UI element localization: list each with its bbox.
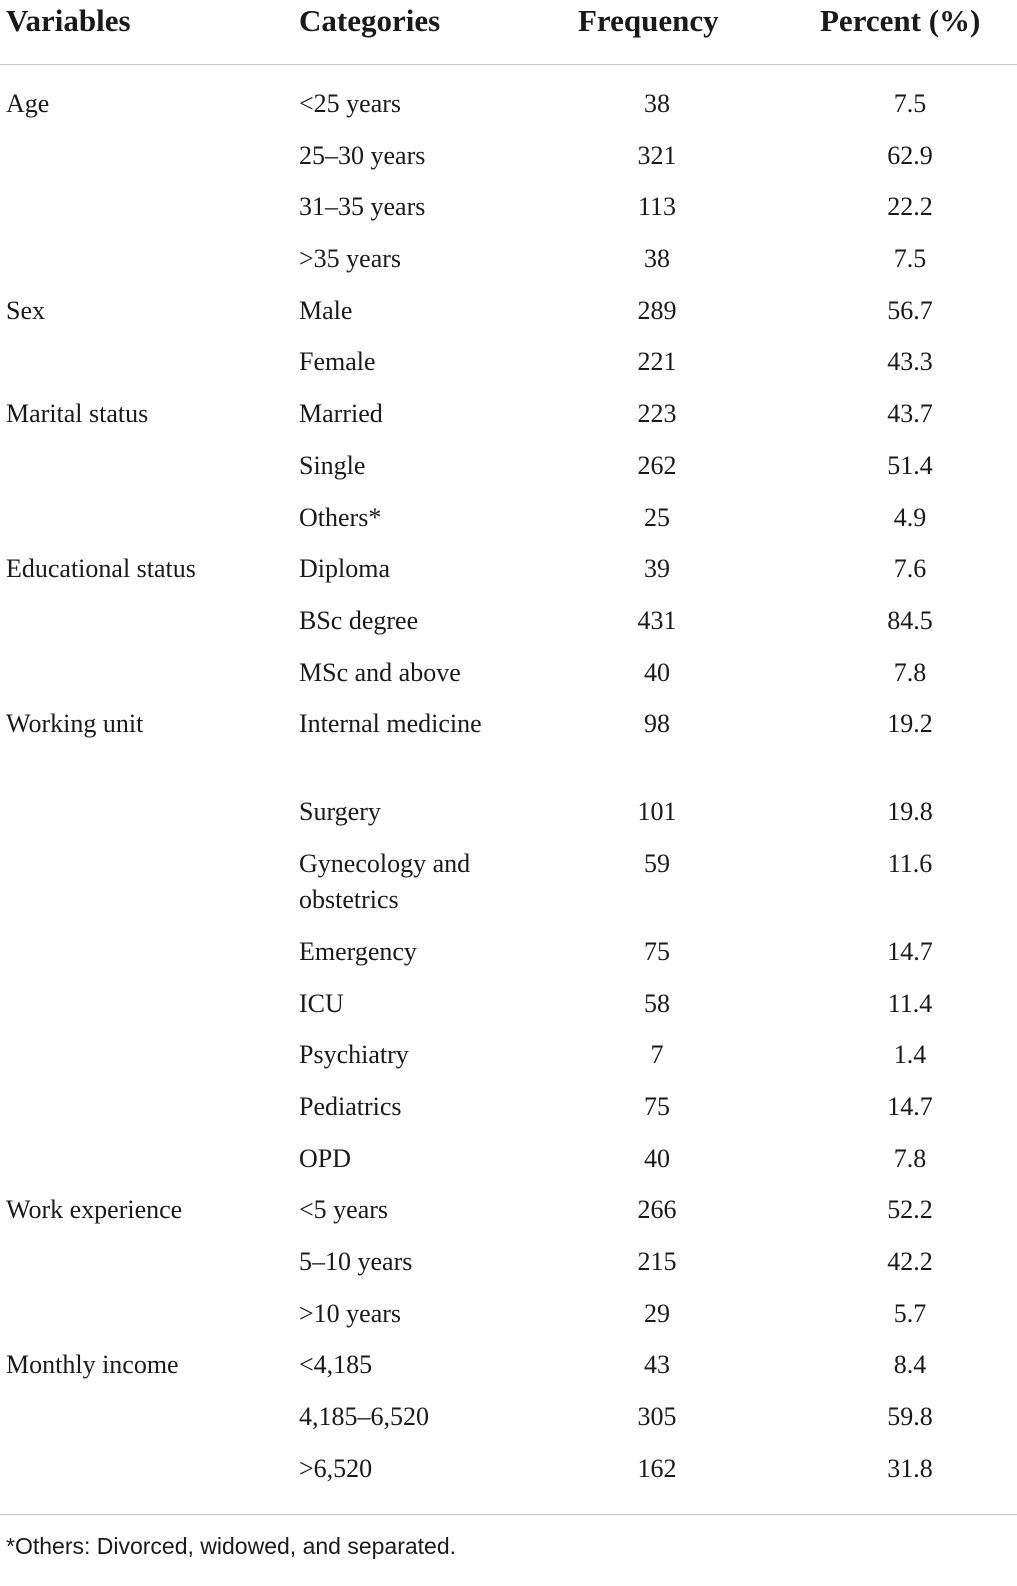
frequency-cell: 59 bbox=[644, 848, 670, 878]
table-row bbox=[0, 134, 1017, 186]
table-header bbox=[0, 0, 1017, 65]
table-row bbox=[0, 547, 1017, 599]
frequency-cell: 39 bbox=[644, 554, 670, 584]
category-cell: 31–35 years bbox=[299, 192, 426, 222]
category-cell: <5 years bbox=[299, 1195, 389, 1225]
frequency-cell: 40 bbox=[644, 657, 670, 687]
category-cell: 5–10 years bbox=[299, 1247, 413, 1277]
category-cell: Emergency bbox=[299, 936, 417, 966]
percent-cell: 19.2 bbox=[887, 709, 933, 739]
frequency-cell: 58 bbox=[644, 988, 670, 1018]
percent-cell: 7.8 bbox=[893, 657, 927, 687]
percent-cell: 42.2 bbox=[887, 1247, 933, 1277]
percent-cell: 11.6 bbox=[887, 848, 933, 878]
category-cell: Gynecology and obstetrics bbox=[299, 848, 471, 914]
category-cell: 4,185–6,520 bbox=[299, 1402, 429, 1432]
category-cell: 25–30 years bbox=[299, 140, 426, 170]
frequency-cell: 266 bbox=[637, 1195, 677, 1225]
percent-cell: 51.4 bbox=[887, 450, 933, 480]
percent-cell: 1.4 bbox=[893, 1040, 927, 1070]
table-body bbox=[0, 82, 1017, 1499]
percent-cell: 5.7 bbox=[893, 1298, 927, 1328]
category-cell: OPD bbox=[299, 1143, 352, 1173]
header-categories: Categories bbox=[299, 3, 441, 38]
table-row bbox=[0, 1240, 1017, 1292]
category-cell: Pediatrics bbox=[299, 1092, 402, 1121]
table-row bbox=[0, 1188, 1017, 1240]
category-cell: Others* bbox=[299, 502, 382, 532]
frequency-cell: 25 bbox=[644, 502, 670, 532]
percent-cell: 31.8 bbox=[887, 1453, 933, 1483]
percent-cell: 7.8 bbox=[893, 1143, 927, 1173]
category-cell: <25 years bbox=[299, 89, 402, 118]
table-row bbox=[0, 444, 1017, 496]
table-row bbox=[0, 392, 1017, 444]
table-row bbox=[0, 1085, 1017, 1137]
table-bottom-rule bbox=[0, 1514, 1017, 1515]
category-cell: BSc degree bbox=[299, 605, 419, 635]
percent-cell: 43.3 bbox=[887, 347, 933, 377]
table-row bbox=[0, 599, 1017, 651]
frequency-cell: 223 bbox=[637, 399, 677, 429]
table-row bbox=[0, 185, 1017, 237]
category-cell: Male bbox=[299, 295, 353, 325]
frequency-cell: 113 bbox=[637, 192, 677, 222]
frequency-cell: 7 bbox=[650, 1040, 664, 1070]
category-cell: ICU bbox=[299, 988, 344, 1018]
header-variables: Variables bbox=[6, 3, 131, 38]
percent-cell: 11.4 bbox=[887, 988, 933, 1018]
percent-cell: 19.8 bbox=[887, 797, 933, 827]
table-footnote: *Others: Divorced, widowed, and separated. bbox=[6, 1533, 457, 1559]
table-row bbox=[0, 842, 1017, 930]
category-cell: <4,185 bbox=[299, 1350, 373, 1380]
frequency-cell: 40 bbox=[644, 1143, 670, 1173]
category-cell: MSc and above bbox=[299, 657, 461, 687]
variable-cell: Monthly income bbox=[6, 1350, 179, 1380]
category-cell: Married bbox=[299, 399, 383, 429]
percent-cell: 62.9 bbox=[887, 140, 933, 170]
frequency-cell: 262 bbox=[637, 450, 677, 480]
frequency-cell: 29 bbox=[644, 1298, 670, 1328]
table-row bbox=[0, 702, 1017, 790]
frequency-cell: 215 bbox=[637, 1247, 677, 1277]
table-row bbox=[0, 82, 1017, 134]
category-cell: Internal medicine bbox=[299, 709, 482, 739]
table-row bbox=[0, 289, 1017, 341]
frequency-cell: 98 bbox=[644, 709, 670, 739]
frequency-cell: 43 bbox=[644, 1350, 670, 1380]
percent-cell: 7.5 bbox=[893, 244, 927, 274]
category-cell: >6,520 bbox=[299, 1453, 373, 1483]
percent-cell: 43.7 bbox=[887, 399, 933, 429]
category-cell: Single bbox=[299, 450, 366, 480]
frequency-cell: 321 bbox=[637, 140, 677, 170]
percent-cell: 4.9 bbox=[893, 502, 927, 532]
variable-cell: Sex bbox=[6, 295, 45, 325]
table-row bbox=[0, 1292, 1017, 1344]
table-row bbox=[0, 340, 1017, 392]
table-row bbox=[0, 651, 1017, 703]
percent-cell: 14.7 bbox=[887, 1092, 933, 1121]
table-row bbox=[0, 496, 1017, 548]
variable-cell: Working unit bbox=[6, 709, 144, 739]
frequency-cell: 431 bbox=[637, 605, 677, 635]
header-percent: Percent (%) bbox=[820, 3, 981, 38]
frequency-cell: 305 bbox=[637, 1402, 677, 1432]
table-row bbox=[0, 1343, 1017, 1395]
category-cell: Surgery bbox=[299, 797, 381, 827]
percent-cell: 56.7 bbox=[887, 295, 933, 325]
frequency-cell: 162 bbox=[637, 1453, 677, 1483]
header-frequency: Frequency bbox=[578, 3, 719, 38]
frequency-cell: 75 bbox=[644, 936, 670, 966]
variable-cell: Age bbox=[6, 89, 50, 118]
table-row bbox=[0, 237, 1017, 289]
frequency-cell: 38 bbox=[644, 244, 670, 274]
percent-cell: 59.8 bbox=[887, 1402, 933, 1432]
table-row bbox=[0, 930, 1017, 982]
percent-cell: 22.2 bbox=[887, 192, 933, 222]
category-cell: >10 years bbox=[299, 1298, 402, 1328]
frequency-cell: 75 bbox=[644, 1092, 670, 1121]
percent-cell: 52.2 bbox=[887, 1195, 933, 1225]
table-row bbox=[0, 1447, 1017, 1499]
percent-cell: 7.6 bbox=[893, 554, 927, 584]
table-row bbox=[0, 1033, 1017, 1085]
variable-cell: Marital status bbox=[6, 399, 149, 429]
frequency-cell: 38 bbox=[644, 89, 670, 118]
percent-cell: 84.5 bbox=[887, 605, 933, 635]
table-row bbox=[0, 790, 1017, 842]
percent-cell: 7.5 bbox=[893, 89, 927, 118]
frequency-cell: 221 bbox=[637, 347, 677, 377]
table-row bbox=[0, 982, 1017, 1034]
frequency-cell: 289 bbox=[637, 295, 677, 325]
variable-cell: Work experience bbox=[6, 1195, 183, 1225]
table-row bbox=[0, 1395, 1017, 1447]
percent-cell: 8.4 bbox=[893, 1350, 927, 1380]
variable-cell: Educational status bbox=[6, 554, 196, 584]
table-row bbox=[0, 1137, 1017, 1189]
category-cell: Female bbox=[299, 347, 376, 377]
percent-cell: 14.7 bbox=[887, 936, 933, 966]
category-cell: Diploma bbox=[299, 554, 390, 584]
category-cell: >35 years bbox=[299, 244, 402, 274]
category-cell: Psychiatry bbox=[299, 1040, 409, 1070]
frequency-cell: 101 bbox=[637, 797, 677, 827]
